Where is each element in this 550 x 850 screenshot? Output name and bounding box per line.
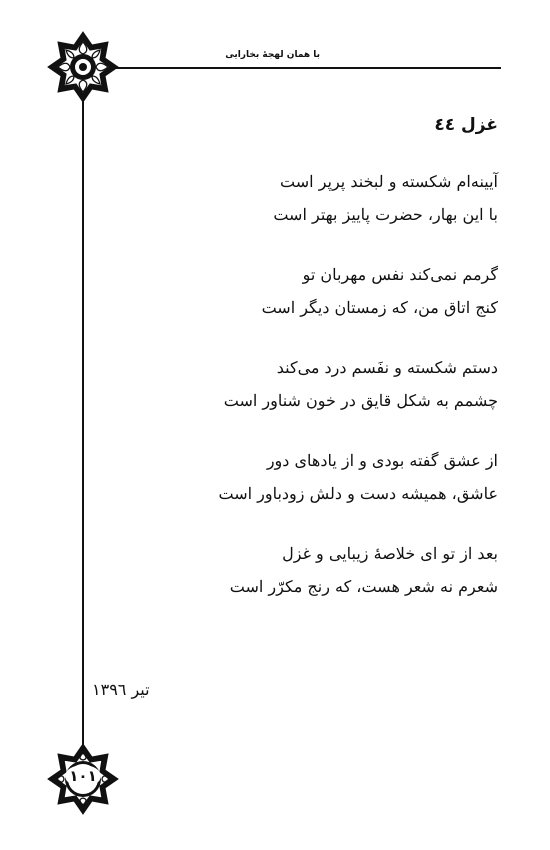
verse-line: آیینه‌ام شکسته و لبخند پرپر است (280, 172, 498, 191)
stanza (150, 444, 498, 510)
verse-line: با این بهار، حضرت پاییز بهتر است (273, 205, 498, 224)
margin-rule (82, 100, 84, 758)
verse-line: کنج اتاق من، که زمستان دیگر است (261, 298, 498, 317)
verse-line: دستم شکسته و نفَسم درد می‌کند (276, 358, 498, 377)
arabesque-rosette-icon (46, 30, 120, 104)
stanza (150, 537, 498, 603)
page-number: ١٠١ (65, 765, 101, 787)
verse-line: گرمم نمی‌کند نفس مهربان تو (302, 265, 498, 284)
poem-title: غزل ٤٤ (434, 115, 498, 135)
stanza (150, 165, 498, 231)
poem-date: تیر ١٣٩٦ (92, 680, 150, 699)
stanza (150, 258, 498, 324)
header-rule (84, 67, 501, 69)
running-header-title: با همان لهجهٔ بخارایی (225, 50, 320, 60)
verse-line: عاشق، همیشه دست و دلش زودباور است (218, 484, 498, 503)
verse-line: شعرم نه شعر هست، که رنج مکرّر است (229, 577, 498, 596)
verse-line: چشمم به شکل قایق در خون شناور است (223, 391, 498, 410)
verse-line: از عشق گفته بودی و از یادهای دور (266, 451, 498, 470)
verse-line: بعد از تو ای خلاصهٔ زیبایی و غزل (282, 544, 498, 563)
poem (150, 110, 498, 630)
stanza (150, 351, 498, 417)
